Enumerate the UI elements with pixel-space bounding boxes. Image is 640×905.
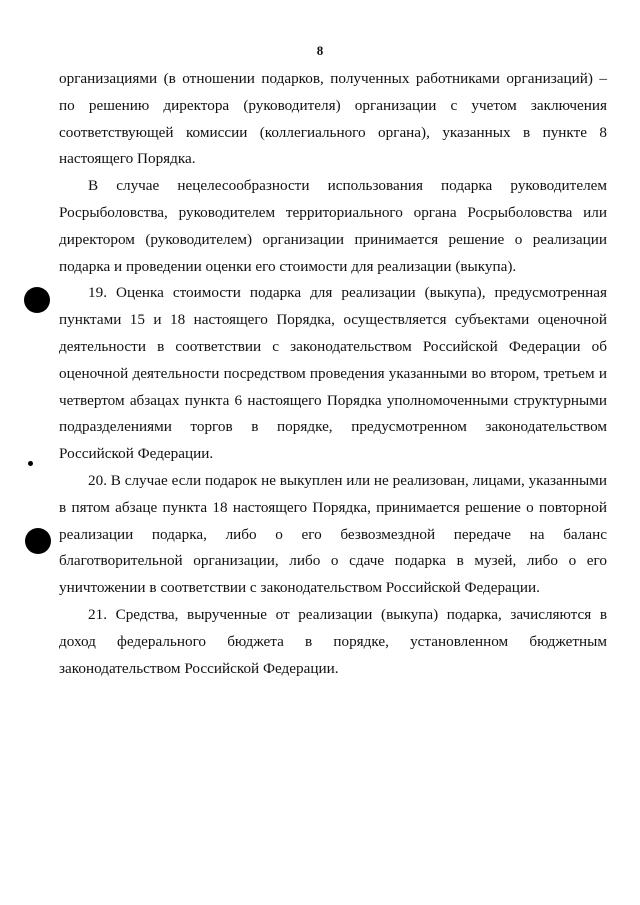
punch-hole-top	[24, 287, 50, 313]
document-body	[59, 66, 607, 682]
paragraph-item-19: 19. Оценка стоимости подарка для реализации (выкупа), предусмотренная пунктами 15 и 18 настоящего Порядка, осуществляется субъектами оценочной деятельности в соответствии с законодательством Российской Федерации об оценочной деятельности посредством проведения указанными во втором, третьем и четвертом абзацах пункта 6 настоящего Порядка уполномоченными структурными подразделениями торгов в порядке, предусмотренном законодательством Российской Федерации.	[59, 284, 607, 463]
page-number: 8	[316, 43, 324, 58]
punch-hole-bottom	[25, 528, 51, 554]
scan-mark	[28, 461, 33, 466]
paragraph-continuation: организациями (в отношении подарков, полученных работниками организаций) – по решению директора (руководителя) организации с учетом заключения соответствующей комиссии (коллегиального органа), указанных в пункте 8 настоящего Порядка.	[59, 70, 607, 168]
paragraph-item-21: 21. Средства, вырученные от реализации (выкупа) подарка, зачисляются в доход федерального бюджета в порядке, установленном бюджетным законодательством Российской Федерации.	[59, 605, 607, 677]
paragraph-item-20: 20. В случае если подарок не выкуплен или не реализован, лицами, указанными в пятом абзаце пункта 18 настоящего Порядка, принимается решение о повторной реализации подарка, либо о его безвозмездной передаче на баланс благотворительной организации, либо о сдаче подарка в музей, либо о его уничтожении в соответствии с законодательством Российской Федерации.	[59, 471, 607, 597]
paragraph-inexpediency: В случае нецелесообразности использования подарка руководителем Росрыболовства, руководителем территориального органа Росрыболовства или директором (руководителем) организации принимается решение о реализации подарка и проведении оценки его стоимости для реализации (выкупа).	[59, 177, 607, 275]
